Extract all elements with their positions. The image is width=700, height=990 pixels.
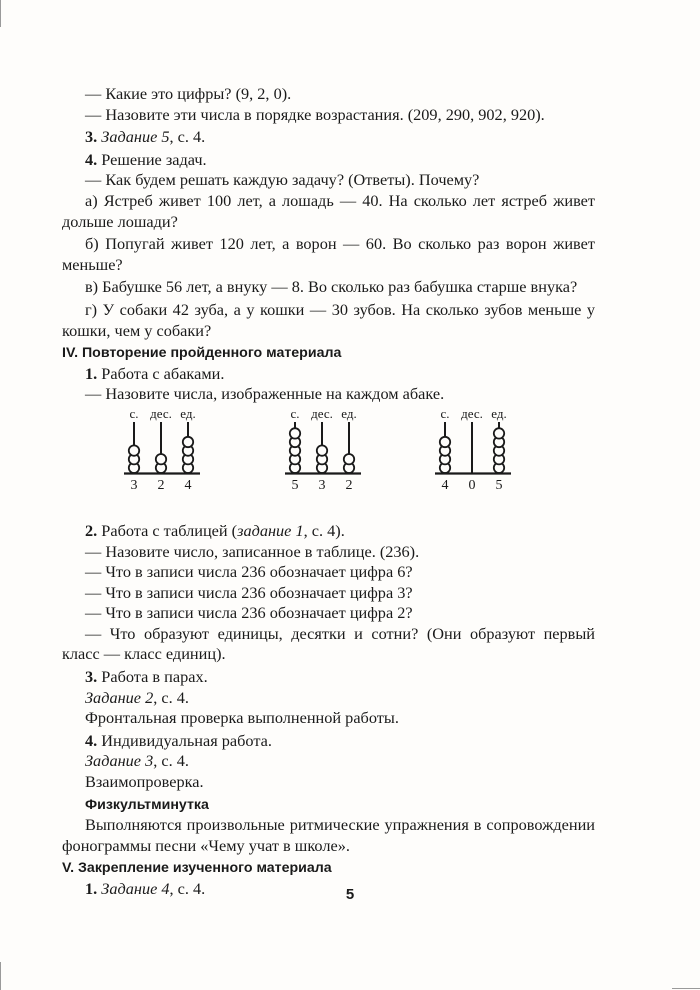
- item-4: [62, 150, 595, 171]
- svg-text:5: 5: [495, 477, 503, 493]
- task-ref: Задание 3: [85, 751, 154, 771]
- svg-text:дес.: дес.: [311, 406, 333, 421]
- item-3: [62, 127, 595, 148]
- svg-text:с.: с.: [440, 406, 450, 421]
- svg-text:ед.: ед.: [341, 406, 357, 421]
- question-how: — Как будем решать каждую задачу? (Ответы). Почему?: [85, 170, 480, 190]
- page-body: [62, 84, 595, 900]
- svg-text:2: 2: [157, 477, 165, 493]
- section-heading-v: V. Закрепление изученного материала: [62, 860, 332, 877]
- task-v: в) Бабушке 56 лет, а внуку — 8. Во сколько раз бабушка старше внука?: [85, 277, 578, 297]
- svg-text:3: 3: [318, 477, 326, 493]
- page-number: 5: [345, 886, 355, 903]
- task-ref: Задание 5: [101, 127, 170, 147]
- s4-item-3: [62, 667, 595, 688]
- task-g: г) У собаки 42 зуба, а у кошки — 30 зубов. На сколько зубов меньше у кошки, чем у собаки?: [62, 299, 595, 340]
- item-number: 3.: [85, 667, 98, 687]
- page-ref: , с. 4.: [153, 687, 189, 707]
- task-a: а) Ястреб живет 100 лет, а лошадь — 40. На сколько лет ястреб живет дольше лошади?: [62, 190, 595, 231]
- item-text: Решение задач.: [97, 149, 207, 169]
- task-ref: Задание 4: [101, 879, 170, 898]
- item-text: Работа в парах.: [97, 667, 208, 687]
- abacus-3: [433, 407, 519, 493]
- svg-text:3: 3: [130, 477, 138, 493]
- svg-text:с.: с.: [290, 406, 300, 421]
- question-digits: — Какие это цифры? (9, 2, 0).: [85, 84, 292, 103]
- page-edge-mark: [0, 962, 1, 990]
- section-heading-iv: IV. Повторение пройденного материала: [62, 345, 342, 362]
- abacus-1: [122, 407, 208, 493]
- phys-minute-text: Выполняются произвольные ритмические упражнения в сопровождении фонограммы песни «Чему учат в школе».: [62, 815, 595, 855]
- item-text: Работа с таблицей (: [97, 520, 238, 540]
- s4-item-2: [62, 521, 595, 542]
- s4-item-2-q4: — Что в записи числа 236 обозначает цифра 2?: [85, 603, 413, 623]
- page-edge-mark: [672, 988, 700, 989]
- item-text: Индивидуальная работа.: [97, 730, 272, 750]
- svg-text:4: 4: [184, 477, 192, 493]
- page-ref: , с. 4.: [169, 879, 206, 898]
- page-ref: , с. 4.: [153, 751, 189, 771]
- s4-item-2-q2: — Что в записи числа 236 обозначает цифра 6?: [85, 562, 413, 582]
- task-ref: Задание 2: [85, 687, 154, 707]
- task-b: б) Попугай живет 120 лет, а ворон — 60. Во сколько раз ворон живет меньше?: [62, 234, 595, 274]
- s4-item-2-q1: — Назовите число, записанное в таблице. (236).: [85, 541, 420, 561]
- svg-text:ед.: ед.: [180, 406, 196, 421]
- svg-text:дес.: дес.: [461, 406, 483, 421]
- svg-text:5: 5: [291, 477, 299, 493]
- abacus-drawing: [283, 407, 369, 493]
- s4-item-3-task: [62, 688, 595, 709]
- abacus-2: [283, 407, 369, 493]
- task-ref: задание 1: [237, 520, 304, 540]
- question-order: — Назовите эти числа в порядке возрастания. (209, 290, 902, 920).: [85, 104, 545, 124]
- s4-item-1-question: — Назовите числа, изображенные на каждом абаке.: [85, 384, 445, 404]
- abacus-drawing: [433, 407, 519, 493]
- item-number: 1.: [85, 363, 98, 383]
- item-number: 3.: [85, 127, 98, 147]
- item-number: 2.: [85, 520, 98, 540]
- s4-item-3-check: Фронтальная проверка выполненной работы.: [85, 708, 399, 728]
- svg-text:дес.: дес.: [150, 406, 172, 421]
- page-ref: , с. 4).: [303, 520, 345, 540]
- s4-item-4-task: [62, 751, 595, 772]
- svg-text:2: 2: [345, 477, 353, 493]
- phys-minute-heading: Физкультминутка: [85, 796, 209, 813]
- page-ref: , с. 4.: [169, 127, 206, 147]
- s4-item-1: [62, 364, 595, 385]
- item-number: 4.: [85, 730, 98, 750]
- svg-text:4: 4: [441, 477, 449, 493]
- svg-text:0: 0: [468, 477, 476, 493]
- s4-item-4-check: Взаимопроверка.: [85, 772, 204, 792]
- abacus-row: [62, 405, 595, 521]
- abacus-drawing: [122, 407, 208, 493]
- s4-item-4: [62, 731, 595, 752]
- item-text: Работа с абаками.: [97, 363, 225, 383]
- item-number: 4.: [85, 149, 98, 169]
- page-edge-mark: [0, 0, 1, 27]
- item-number: 1.: [85, 879, 98, 898]
- s4-item-2-q5: — Что образуют единицы, десятки и сотни? (Они образуют первый класс — класс единиц).: [62, 623, 595, 664]
- s4-item-2-q3: — Что в записи числа 236 обозначает цифра 3?: [85, 582, 413, 602]
- svg-text:с.: с.: [129, 406, 139, 421]
- svg-text:ед.: ед.: [491, 406, 507, 421]
